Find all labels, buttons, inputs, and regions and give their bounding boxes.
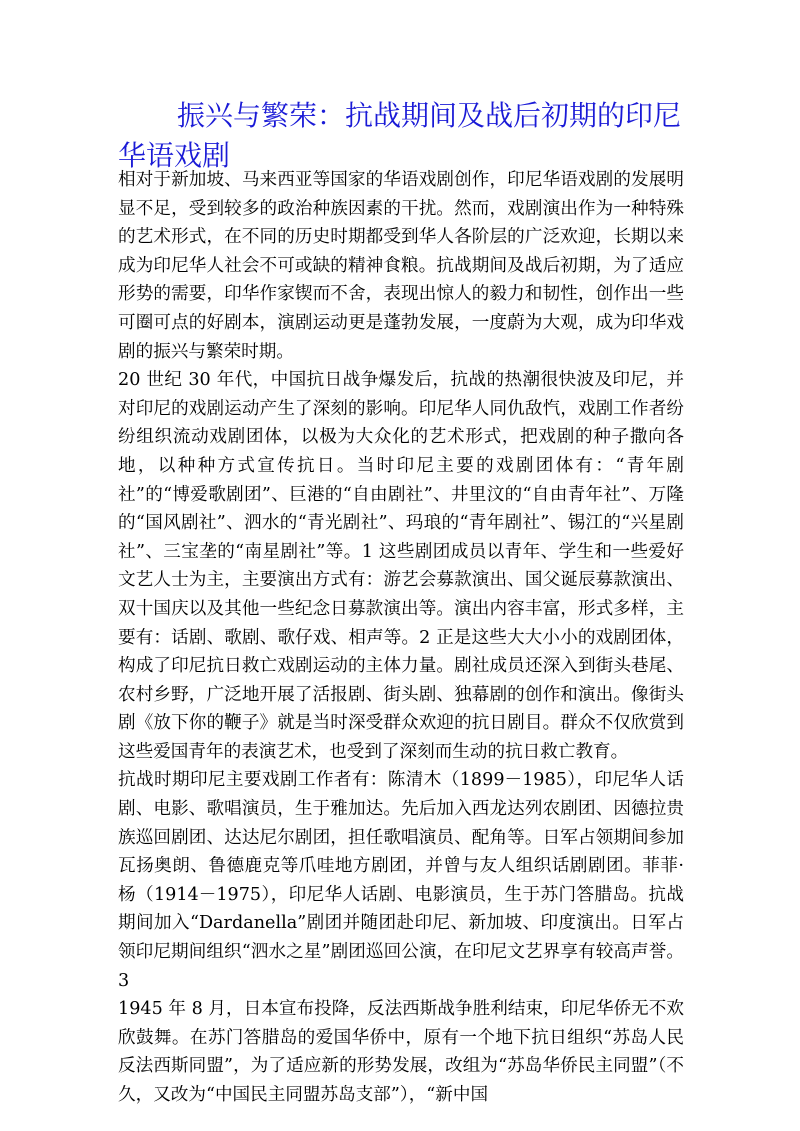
paragraph: 相对于新加坡、马来西亚等国家的华语戏剧创作，印尼华语戏剧的发展明显不足，受到较多的政治种族因素的干扰。然而，戏剧演出作为一种特殊的艺术形式，在不同的历史时期都受到华人各阶层的广泛欢迎，长期以来成为印尼华人社会不可或缺的精神食粮。抗战期间及战后初期，为了适应形势的需要，印华作家锲而不舍，表现出惊人的毅力和韧性，创作出一些可圈可点的好剧本，演剧运动更是蓬勃发展，一度蔚为大观，成为印华戏剧的振兴与繁荣时期。 [118, 170, 684, 362]
document-body [118, 166, 684, 1110]
paragraph: 1945 年 8 月，日本宣布投降，反法西斯战争胜利结束，印尼华侨无不欢欣鼓舞。在苏门答腊岛的爱国华侨中，原有一个地下抗日组织“苏岛人民反法西斯同盟”，为了适应新的形势发展，改组为“苏岛华侨民主同盟”（不久，又改为“中国民主同盟苏岛支部”），“新中国 [118, 999, 684, 1105]
paragraph: 20 世纪 30 年代，中国抗日战争爆发后，抗战的热潮很快波及印尼，并对印尼的戏剧运动产生了深刻的影响。印尼华人同仇敌忾，戏剧工作者纷纷组织流动戏剧团体，以极为大众化的艺术形式，把戏剧的种子撒向各地，以种种方式宣传抗日。当时印尼主要的戏剧团体有：“青年剧社”的“博爱歌剧团”、巨港的“自由剧社”、井里汶的“自由青年社”、万隆的“国风剧社”、泗水的“青光剧社”、玛琅的“青年剧社”、锡江的“兴星剧社”、三宝垄的“南星剧社”等。1 这些剧团成员以青年、学生和一些爱好文艺人士为主，主要演出方式有：游艺会募款演出、国父诞辰募款演出、双十国庆以及其他一些纪念日募款演出等。演出内容丰富，形式多样，主要有：话剧、歌剧、歌仔戏、相声等。2 正是这些大大小小的戏剧团体，构成了印尼抗日救亡戏剧运动的主体力量。剧社成员还深入到街头巷尾、农村乡野，广泛地开展了活报剧、街头剧、独幕剧的创作和演出。像街头剧《放下你的鞭子》就是当时深受群众欢迎的抗日剧目。群众不仅欣赏到这些爱国青年的表演艺术，也受到了深刻而生动的抗日救亡教育。 [118, 370, 684, 762]
paragraph: 抗战时期印尼主要戏剧工作者有：陈清木（1899－1985），印尼华人话剧、电影、歌唱演员，生于雅加达。先后加入西龙达列农剧团、因德拉贵族巡回剧团、达达尼尔剧团，担任歌唱演员、配角等。日军占领期间参加瓦扬奥朗、鲁德鹿克等爪哇地方剧团，并曾与友人组织话剧剧团。菲菲·杨（1914－1975），印尼华人话剧、电影演员，生于苏门答腊岛。抗战期间加入“Dardanella”剧团并随团赴印尼、新加坡、印度演出。日军占领印尼期间组织“泗水之星”剧团巡回公演，在印尼文艺界享有较高声誉。3 [118, 770, 684, 991]
document-title: 振兴与繁荣：抗战期间及战后初期的印尼华语戏剧 [118, 99, 682, 172]
